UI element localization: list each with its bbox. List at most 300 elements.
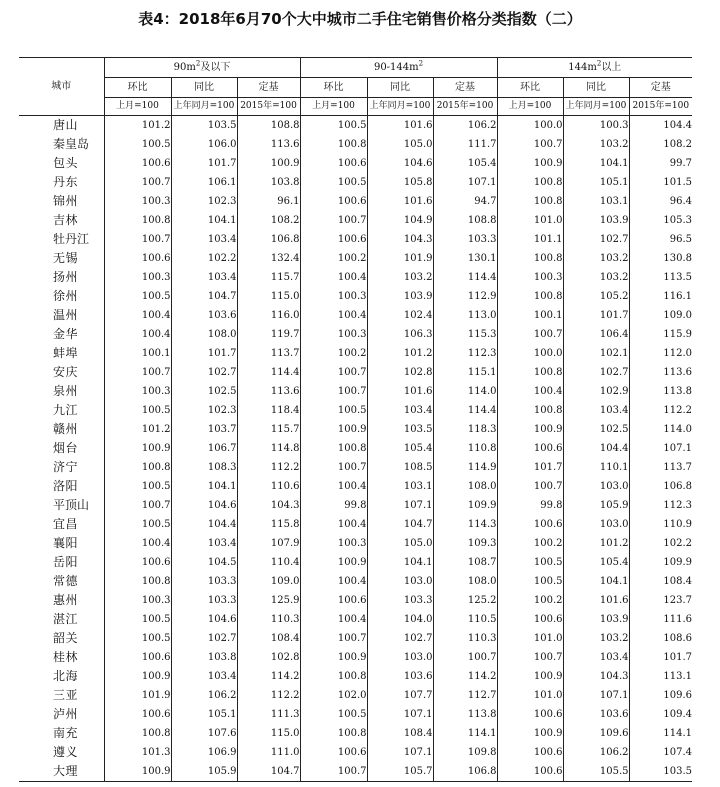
- index-value: 100.6: [497, 515, 563, 534]
- index-value: 100.9: [300, 648, 367, 667]
- index-value: 102.9: [563, 382, 629, 401]
- index-value: 118.4: [237, 401, 300, 420]
- index-value: 103.2: [367, 268, 433, 287]
- index-value: 123.7: [663, 595, 693, 606]
- sub-header-small-0: 环比: [104, 78, 171, 98]
- index-value: 105.5: [563, 762, 629, 782]
- index-value: 100.4: [497, 382, 563, 401]
- index-value: 115.1: [433, 363, 497, 382]
- index-value: 101.6: [563, 591, 629, 610]
- index-value: 106.4: [563, 325, 629, 344]
- table-row: [19, 268, 692, 287]
- table-row: [19, 192, 692, 211]
- index-value: 103.5: [367, 420, 433, 439]
- index-value: 109.0: [663, 310, 693, 321]
- index-value: 108.6: [663, 633, 693, 644]
- index-value: 104.6: [171, 496, 237, 515]
- index-value: 106.9: [171, 743, 237, 762]
- table-row: [19, 629, 692, 648]
- table-row: [19, 173, 692, 192]
- city-name: 包头: [19, 154, 104, 173]
- index-value: 104.7: [237, 762, 300, 782]
- index-value: 100.8: [300, 135, 367, 154]
- index-value: 101.9: [367, 249, 433, 268]
- index-value: 107.9: [237, 534, 300, 553]
- index-value: 100.5: [104, 515, 171, 534]
- index-value: 100.4: [300, 477, 367, 496]
- index-value: 101.2: [104, 116, 171, 136]
- index-value: 116.1: [663, 291, 693, 302]
- table-row: [19, 287, 692, 306]
- index-value: 110.1: [563, 458, 629, 477]
- index-value: 100.3: [300, 287, 367, 306]
- index-value: 100.3: [300, 534, 367, 553]
- index-value: 100.7: [104, 173, 171, 192]
- city-name: 赣州: [19, 420, 104, 439]
- city-name: 徐州: [19, 287, 104, 306]
- index-value: 103.4: [367, 401, 433, 420]
- city-name: 锦州: [19, 192, 104, 211]
- index-value: 107.4: [663, 747, 693, 758]
- index-value: 105.0: [367, 135, 433, 154]
- index-value: 100.9: [104, 762, 171, 782]
- city-name: 湛江: [19, 610, 104, 629]
- page-title: 表4：2018年6月70个大中城市二手住宅销售价格分类指数（二）: [138, 10, 582, 28]
- index-value: 101.9: [104, 686, 171, 705]
- index-value: 107.1: [433, 173, 497, 192]
- table-row: [19, 325, 692, 344]
- city-name: 安庆: [19, 363, 104, 382]
- table-row: [19, 705, 692, 724]
- table-row: [19, 154, 692, 173]
- sub-header-large-2: 定基: [629, 78, 692, 98]
- index-value: 103.2: [563, 249, 629, 268]
- index-value: 100.9: [497, 724, 563, 743]
- index-value: 105.4: [367, 439, 433, 458]
- index-value: 106.3: [367, 325, 433, 344]
- city-name: 丹东: [19, 173, 104, 192]
- index-value: 114.0: [663, 424, 693, 435]
- index-value: 105.4: [563, 553, 629, 572]
- table-row: [19, 439, 692, 458]
- index-value: 104.1: [367, 553, 433, 572]
- index-value: 96.5: [669, 234, 693, 245]
- index-value: 100.3: [497, 268, 563, 287]
- index-value: 103.8: [171, 648, 237, 667]
- index-value: 111.6: [663, 614, 693, 625]
- index-value: 103.5: [171, 116, 237, 136]
- base-header-small-1: 上年同月=100: [171, 98, 237, 116]
- index-value: 100.9: [497, 667, 563, 686]
- index-value: 100.8: [300, 439, 367, 458]
- index-value: 100.7: [497, 135, 563, 154]
- index-value: 100.7: [300, 211, 367, 230]
- index-value: 105.4: [433, 154, 497, 173]
- index-value: 101.0: [497, 629, 563, 648]
- index-value: 104.1: [563, 154, 629, 173]
- index-value: 100.4: [104, 325, 171, 344]
- index-value: 109.8: [433, 743, 497, 762]
- table-row: [19, 648, 692, 667]
- index-value: 101.2: [563, 534, 629, 553]
- index-value: 104.7: [171, 287, 237, 306]
- index-value: 106.7: [171, 439, 237, 458]
- index-value: 100.0: [497, 116, 563, 136]
- index-value: 101.7: [563, 306, 629, 325]
- city-name: 惠州: [19, 591, 104, 610]
- index-value: 100.1: [497, 306, 563, 325]
- index-value: 113.8: [663, 386, 693, 397]
- index-value: 104.6: [367, 154, 433, 173]
- index-value: 102.2: [663, 538, 693, 549]
- index-value: 109.0: [237, 572, 300, 591]
- index-value: 108.2: [663, 139, 693, 150]
- index-value: 113.7: [237, 344, 300, 363]
- city-name: 扬州: [19, 268, 104, 287]
- index-value: 103.4: [171, 268, 237, 287]
- city-name: 襄阳: [19, 534, 104, 553]
- city-name: 宜昌: [19, 515, 104, 534]
- index-value: 107.1: [367, 743, 433, 762]
- index-value: 106.8: [663, 481, 693, 492]
- city-name: 无锡: [19, 249, 104, 268]
- index-value: 102.8: [237, 648, 300, 667]
- index-value: 114.1: [433, 724, 497, 743]
- table-row: [19, 306, 692, 325]
- index-value: 100.3: [563, 116, 629, 136]
- index-value: 103.4: [171, 667, 237, 686]
- index-value: 100.6: [497, 762, 563, 782]
- index-value: 99.8: [300, 496, 367, 515]
- index-value: 101.7: [663, 652, 693, 663]
- city-column-header: 城市: [19, 58, 104, 116]
- index-value: 100.5: [104, 135, 171, 154]
- index-value: 102.7: [171, 363, 237, 382]
- index-value: 106.0: [171, 135, 237, 154]
- index-value: 104.4: [171, 515, 237, 534]
- index-value: 102.8: [367, 363, 433, 382]
- index-value: 100.3: [104, 591, 171, 610]
- index-value: 125.9: [237, 591, 300, 610]
- index-value: 118.3: [433, 420, 497, 439]
- index-value: 100.8: [497, 249, 563, 268]
- index-value: 100.8: [104, 211, 171, 230]
- index-value: 114.1: [663, 728, 693, 739]
- city-name: 九江: [19, 401, 104, 420]
- index-value: 106.2: [171, 686, 237, 705]
- table-row: [19, 420, 692, 439]
- city-name: 桂林: [19, 648, 104, 667]
- index-value: 101.3: [104, 743, 171, 762]
- index-value: 105.0: [367, 534, 433, 553]
- table-row: [19, 116, 692, 136]
- index-value: 104.4: [563, 439, 629, 458]
- index-value: 100.4: [104, 534, 171, 553]
- index-value: 103.4: [171, 534, 237, 553]
- base-header-small-2: 2015年=100: [237, 98, 300, 116]
- index-value: 101.2: [367, 344, 433, 363]
- index-value: 100.6: [300, 591, 367, 610]
- index-value: 104.7: [367, 515, 433, 534]
- index-value: 103.6: [367, 667, 433, 686]
- table-row: [19, 553, 692, 572]
- table-row: [19, 401, 692, 420]
- index-value: 103.2: [563, 268, 629, 287]
- index-value: 111.7: [433, 135, 497, 154]
- table-row: [19, 344, 692, 363]
- index-value: 103.3: [433, 230, 497, 249]
- table-row: [19, 496, 692, 515]
- index-value: 103.0: [563, 477, 629, 496]
- index-value: 108.2: [237, 211, 300, 230]
- index-value: 105.7: [367, 762, 433, 782]
- index-value: 100.7: [300, 363, 367, 382]
- index-value: 130.8: [663, 253, 693, 264]
- index-value: 104.3: [237, 496, 300, 515]
- city-name: 遵义: [19, 743, 104, 762]
- index-value: 109.6: [563, 724, 629, 743]
- index-value: 108.4: [663, 576, 693, 587]
- index-value: 102.7: [563, 363, 629, 382]
- index-value: 103.3: [171, 572, 237, 591]
- city-name: 大理: [19, 762, 104, 782]
- table-row: [19, 667, 692, 686]
- index-value: 100.9: [237, 154, 300, 173]
- index-value: 99.7: [669, 158, 693, 169]
- index-value: 100.7: [300, 458, 367, 477]
- index-value: 104.5: [171, 553, 237, 572]
- index-value: 100.2: [300, 344, 367, 363]
- city-name: 韶关: [19, 629, 104, 648]
- index-value: 104.1: [171, 211, 237, 230]
- index-value: 100.2: [300, 249, 367, 268]
- index-value: 100.6: [104, 154, 171, 173]
- index-value: 100.7: [300, 762, 367, 782]
- index-value: 100.7: [497, 477, 563, 496]
- index-value: 110.3: [433, 629, 497, 648]
- index-value: 100.2: [497, 591, 563, 610]
- index-value: 100.0: [497, 344, 563, 363]
- index-value: 114.4: [433, 401, 497, 420]
- index-value: 112.2: [237, 458, 300, 477]
- city-name: 洛阳: [19, 477, 104, 496]
- city-name: 唐山: [19, 116, 104, 136]
- index-value: 112.0: [663, 348, 693, 359]
- index-value: 107.7: [367, 686, 433, 705]
- index-value: 101.1: [497, 230, 563, 249]
- index-value: 100.6: [300, 743, 367, 762]
- index-value: 105.1: [171, 705, 237, 724]
- index-value: 113.6: [663, 367, 693, 378]
- index-value: 100.5: [300, 173, 367, 192]
- index-value: 108.0: [433, 572, 497, 591]
- index-value: 116.0: [237, 306, 300, 325]
- table-row: [19, 477, 692, 496]
- index-value: 104.4: [663, 120, 693, 131]
- index-value: 113.7: [663, 462, 693, 473]
- index-value: 100.6: [104, 705, 171, 724]
- base-header-large-2: 2015年=100: [629, 98, 692, 116]
- index-value: 109.9: [433, 496, 497, 515]
- index-value: 102.0: [300, 686, 367, 705]
- index-value: 100.8: [497, 173, 563, 192]
- index-value: 115.0: [237, 287, 300, 306]
- index-value: 100.8: [300, 667, 367, 686]
- index-value: 100.9: [300, 420, 367, 439]
- city-name: 烟台: [19, 439, 104, 458]
- index-value: 109.6: [663, 690, 693, 701]
- index-value: 100.9: [300, 553, 367, 572]
- index-value: 103.4: [563, 401, 629, 420]
- index-value: 100.4: [104, 306, 171, 325]
- table-row: [19, 211, 692, 230]
- city-name: 牡丹江: [19, 230, 104, 249]
- index-value: 115.9: [663, 329, 693, 340]
- index-value: 104.1: [171, 477, 237, 496]
- index-value: 108.7: [433, 553, 497, 572]
- index-value: 110.6: [237, 477, 300, 496]
- index-value: 100.5: [104, 477, 171, 496]
- index-value: 106.8: [237, 230, 300, 249]
- index-value: 94.7: [433, 192, 497, 211]
- index-value: 102.1: [563, 344, 629, 363]
- index-value: 96.4: [669, 196, 693, 207]
- index-value: 100.5: [104, 610, 171, 629]
- index-value: 114.4: [237, 363, 300, 382]
- index-value: 105.8: [367, 173, 433, 192]
- index-value: 100.8: [104, 724, 171, 743]
- table-row: [19, 591, 692, 610]
- index-value: 100.5: [104, 287, 171, 306]
- base-header-medium-1: 上年同月=100: [367, 98, 433, 116]
- index-value: 100.4: [300, 268, 367, 287]
- index-value: 108.4: [237, 629, 300, 648]
- index-value: 101.6: [367, 116, 433, 136]
- index-value: 100.7: [104, 363, 171, 382]
- index-value: 100.7: [497, 648, 563, 667]
- index-value: 102.5: [171, 382, 237, 401]
- table-row: [19, 686, 692, 705]
- index-value: 100.9: [104, 667, 171, 686]
- index-value: 114.4: [433, 268, 497, 287]
- index-value: 102.7: [171, 629, 237, 648]
- index-value: 109.4: [663, 709, 693, 720]
- table-row: [19, 382, 692, 401]
- index-value: 102.4: [367, 306, 433, 325]
- sub-header-medium-2: 定基: [433, 78, 497, 98]
- index-value: 100.6: [300, 154, 367, 173]
- index-value: 101.2: [104, 420, 171, 439]
- index-value: 102.5: [563, 420, 629, 439]
- base-header-medium-0: 上月=100: [300, 98, 367, 116]
- index-value: 100.3: [300, 325, 367, 344]
- index-value: 100.7: [300, 382, 367, 401]
- index-value: 96.1: [237, 192, 300, 211]
- index-value: 100.7: [104, 496, 171, 515]
- group-header-large: $144m^2$以上: [497, 58, 692, 78]
- table-row: [19, 458, 692, 477]
- index-value: 111.3: [237, 705, 300, 724]
- index-value: 100.4: [300, 610, 367, 629]
- index-value: 103.2: [563, 629, 629, 648]
- index-value: 100.5: [300, 705, 367, 724]
- index-value: 100.9: [104, 439, 171, 458]
- index-value: 103.9: [563, 211, 629, 230]
- index-value: 100.7: [433, 648, 497, 667]
- index-value: 112.2: [237, 686, 300, 705]
- index-value: 108.8: [433, 211, 497, 230]
- index-value: 101.7: [171, 154, 237, 173]
- city-name: 金华: [19, 325, 104, 344]
- index-value: 100.6: [300, 192, 367, 211]
- index-value: 112.3: [433, 344, 497, 363]
- index-value: 100.5: [104, 401, 171, 420]
- index-value: 110.3: [237, 610, 300, 629]
- index-value: 114.2: [433, 667, 497, 686]
- index-value: 106.8: [433, 762, 497, 782]
- index-value: 105.3: [663, 215, 693, 226]
- index-value: 109.9: [663, 557, 693, 568]
- sub-header-small-1: 同比: [171, 78, 237, 98]
- index-value: 107.1: [563, 686, 629, 705]
- index-value: 103.1: [563, 192, 629, 211]
- sub-header-large-1: 同比: [563, 78, 629, 98]
- city-name: 秦皇岛: [19, 135, 104, 154]
- index-value: 101.6: [367, 192, 433, 211]
- index-value: 100.9: [497, 420, 563, 439]
- price-index-table: [19, 57, 692, 782]
- index-value: 107.1: [367, 496, 433, 515]
- index-value: 106.2: [433, 116, 497, 136]
- index-value: 103.0: [367, 648, 433, 667]
- city-name: 南充: [19, 724, 104, 743]
- table-row: [19, 743, 692, 762]
- base-header-large-1: 上年同月=100: [563, 98, 629, 116]
- table-row: [19, 515, 692, 534]
- city-name: 泸州: [19, 705, 104, 724]
- index-value: 100.6: [104, 249, 171, 268]
- index-value: 115.7: [237, 420, 300, 439]
- index-value: 132.4: [237, 249, 300, 268]
- index-value: 100.8: [497, 363, 563, 382]
- index-value: 103.0: [367, 572, 433, 591]
- index-value: 100.6: [497, 439, 563, 458]
- index-value: 113.6: [237, 382, 300, 401]
- index-value: 114.3: [433, 515, 497, 534]
- index-value: 113.0: [433, 306, 497, 325]
- index-value: 100.7: [104, 230, 171, 249]
- index-value: 105.1: [563, 173, 629, 192]
- index-value: 108.0: [171, 325, 237, 344]
- index-value: 108.8: [237, 116, 300, 136]
- city-name: 济宁: [19, 458, 104, 477]
- index-value: 109.3: [433, 534, 497, 553]
- city-name: 三亚: [19, 686, 104, 705]
- index-value: 102.2: [171, 249, 237, 268]
- index-value: 105.9: [171, 762, 237, 782]
- index-value: 107.1: [367, 705, 433, 724]
- index-value: 115.8: [237, 515, 300, 534]
- index-value: 100.3: [104, 382, 171, 401]
- table-row: [19, 572, 692, 591]
- index-value: 110.9: [663, 519, 693, 530]
- index-value: 113.1: [663, 671, 693, 682]
- table-row: [19, 135, 692, 154]
- index-value: 100.4: [300, 572, 367, 591]
- city-name: 常德: [19, 572, 104, 591]
- sub-header-small-2: 定基: [237, 78, 300, 98]
- index-value: 119.7: [237, 325, 300, 344]
